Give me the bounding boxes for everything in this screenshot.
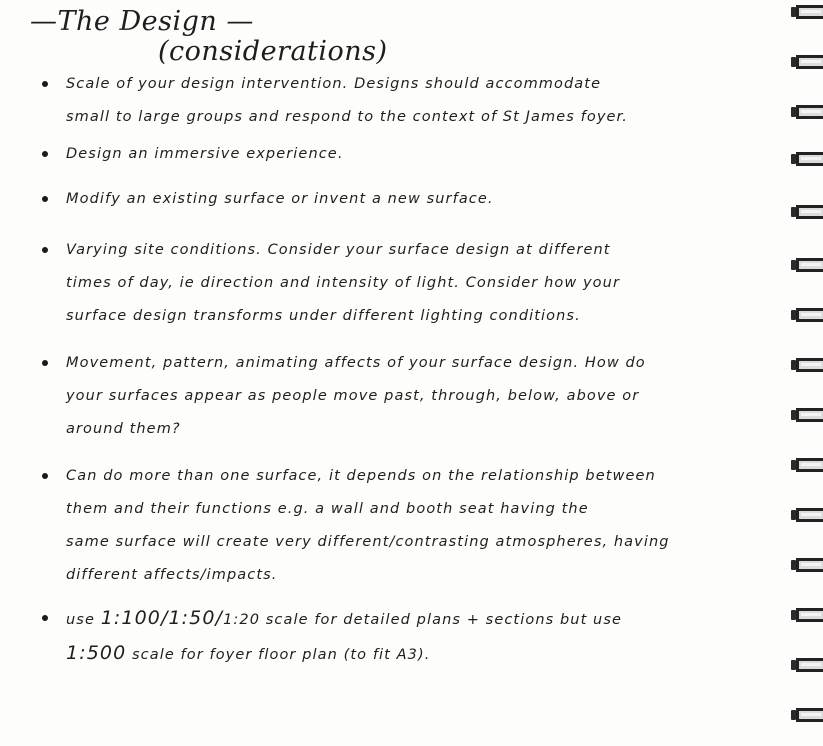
- scale-value: 1:500: [66, 642, 127, 664]
- scale-text: scale for foyer floor plan (to fit A3).: [131, 647, 431, 663]
- binding-wire: [796, 558, 823, 572]
- scale-value: 1:50: [168, 607, 216, 629]
- list-item-line: around them?: [66, 421, 181, 437]
- binding-ring: [791, 608, 823, 622]
- binding-ring: [791, 258, 823, 272]
- binding-wire: [796, 708, 823, 722]
- list-item-line: same surface will create very different/contrasting atmospheres, having: [66, 534, 670, 550]
- binding-wire: [796, 508, 823, 522]
- considerations-list: [38, 68, 778, 672]
- list-item-line: Design an immersive experience.: [66, 146, 344, 162]
- list-item-line: Movement, pattern, animating affects of your surface design. How do: [66, 355, 646, 371]
- binding-ring: [791, 558, 823, 572]
- list-item-line: [66, 637, 778, 672]
- binding-ring: [791, 508, 823, 522]
- binding-ring: [791, 55, 823, 69]
- binding-ring: [791, 408, 823, 422]
- list-item-line: surface design transforms under different lighting conditions.: [66, 308, 581, 324]
- list-item-line: Varying site conditions. Consider your surface design at different: [66, 242, 611, 258]
- binding-ring: [791, 658, 823, 672]
- binding-wire: [796, 105, 823, 119]
- binding-wire: [796, 258, 823, 272]
- page-title: —The Design —: [30, 6, 254, 37]
- list-item: [38, 183, 778, 216]
- list-item-line: Scale of your design intervention. Designs should accommodate: [66, 76, 602, 92]
- scale-separator: /: [215, 607, 224, 629]
- list-item-line: times of day, ie direction and intensity of light. Consider how your: [66, 275, 621, 291]
- spiral-binding: [783, 0, 823, 746]
- binding-wire: [796, 5, 823, 19]
- binding-wire: [796, 408, 823, 422]
- binding-wire: [796, 608, 823, 622]
- list-item-line: Modify an existing surface or invent a new surface.: [66, 191, 494, 207]
- binding-ring: [791, 358, 823, 372]
- page-subtitle: (considerations): [158, 36, 388, 67]
- binding-ring: [791, 708, 823, 722]
- list-item: [38, 234, 778, 333]
- list-item-line: your surfaces appear as people move past, through, below, above or: [66, 388, 640, 404]
- binding-wire: [796, 358, 823, 372]
- list-item-line: them and their functions e.g. a wall and booth seat having the: [66, 501, 589, 517]
- list-item-line: different affects/impacts.: [66, 567, 278, 583]
- scale-prefix: use: [66, 612, 95, 628]
- binding-wire: [796, 205, 823, 219]
- scale-separator: /: [160, 607, 169, 629]
- binding-wire: [796, 308, 823, 322]
- list-item-line: [66, 602, 778, 637]
- binding-ring: [791, 458, 823, 472]
- binding-ring: [791, 308, 823, 322]
- binding-wire: [796, 458, 823, 472]
- binding-ring: [791, 152, 823, 166]
- list-item: [38, 460, 778, 592]
- binding-wire: [796, 55, 823, 69]
- binding-ring: [791, 105, 823, 119]
- scale-value: 1:100: [100, 607, 161, 629]
- list-item-line: small to large groups and respond to the context of St James foyer.: [66, 109, 628, 125]
- list-item: [38, 68, 778, 134]
- list-item: [38, 347, 778, 446]
- binding-wire: [796, 658, 823, 672]
- list-item-line: Can do more than one surface, it depends on the relationship between: [66, 468, 656, 484]
- list-item: [38, 138, 778, 171]
- binding-wire: [796, 152, 823, 166]
- scale-text: scale for detailed plans + sections but use: [265, 612, 623, 628]
- binding-ring: [791, 205, 823, 219]
- binding-ring: [791, 5, 823, 19]
- list-item: [38, 602, 778, 672]
- scale-value: 1:20: [223, 612, 261, 628]
